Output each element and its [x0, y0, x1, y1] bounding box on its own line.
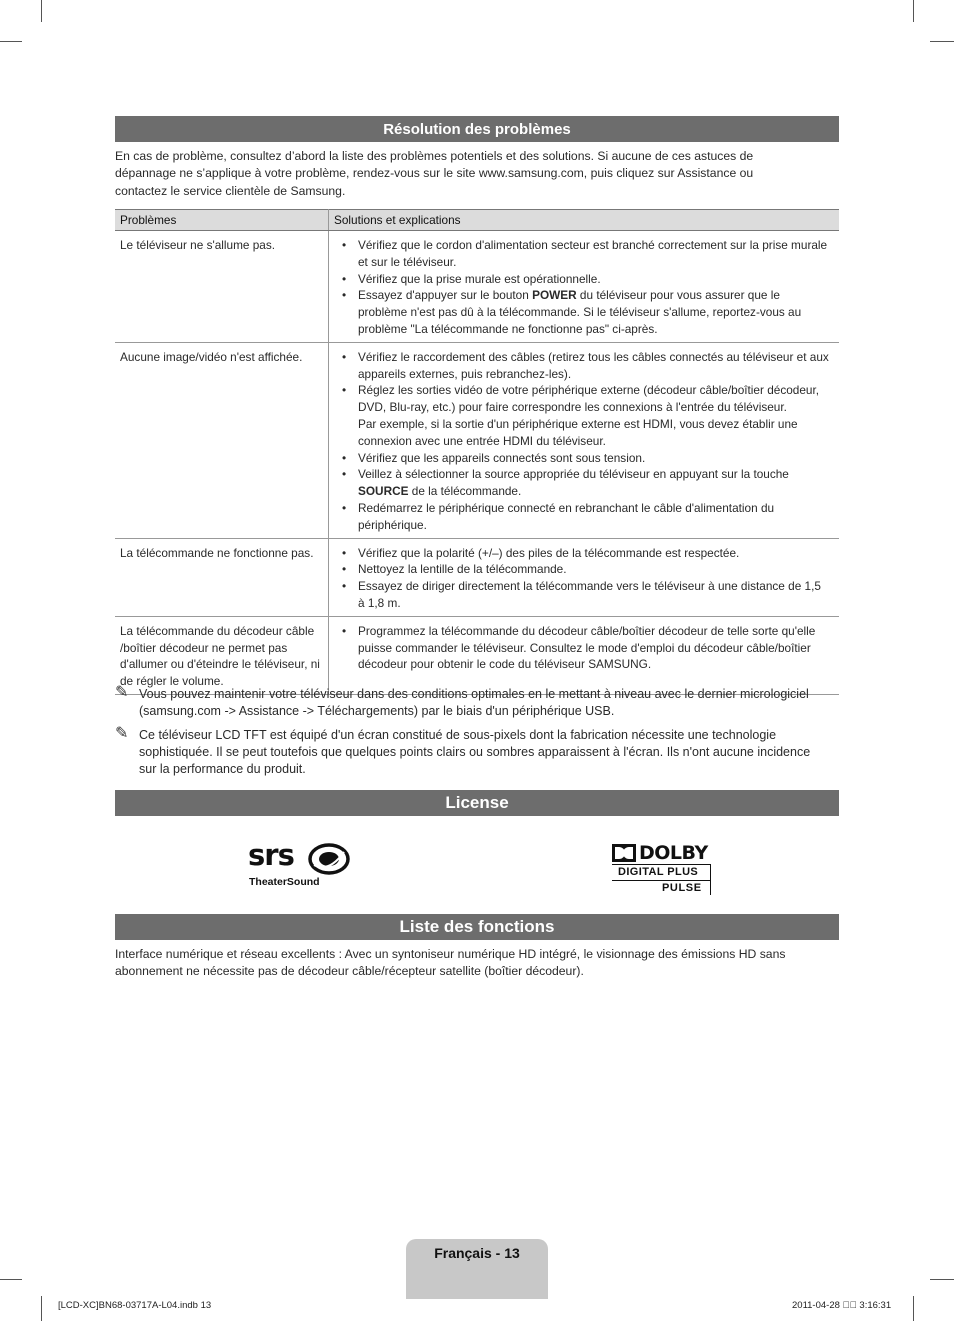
bullet-icon: •	[342, 450, 347, 465]
dolby-logo-text: DOLBY	[639, 842, 708, 864]
crop-mark	[41, 1296, 42, 1321]
section-header-troubleshooting	[115, 116, 839, 142]
bullet-icon: •	[342, 579, 347, 594]
intro-line: contactez le service clientèle de Samsung.	[115, 184, 346, 198]
crop-mark	[930, 1279, 954, 1280]
srs-logo-subtext: TheaterSound	[249, 876, 320, 888]
dolby-divider	[612, 864, 711, 865]
note-firmware	[115, 686, 815, 720]
problem-cell: La télécommande du décodeur câble /boîtier décodeur ne permet pas d'allumer ou d'éteindre le téléviseur, ni de régler le volume.	[115, 616, 329, 694]
crop-mark	[913, 1296, 914, 1321]
dolby-logo-line2: DIGITAL PLUS	[618, 866, 699, 878]
solution-item: • Veillez à sélectionner la source appropriée du téléviseur en appuyant sur la touche SOURCE de la télécommande.	[342, 467, 789, 499]
bullet-icon: •	[342, 562, 347, 577]
solution-item: • Essayez de diriger directement la télécommande vers le téléviseur à une distance de 1,5 à 1,8 m.	[342, 579, 821, 610]
pencil-note-icon: ✎	[115, 725, 129, 742]
intro-text	[115, 148, 815, 200]
section-header-license	[115, 790, 839, 816]
dolby-digital-plus-pulse-logo	[612, 843, 714, 897]
page-number: Français - 13	[434, 1245, 520, 1261]
solution-item: • Vérifiez que la prise murale est opérationnelle.	[342, 271, 601, 286]
solutions-cell	[329, 342, 840, 538]
intro-line: dépannage ne s’applique à votre problème, rendez-vous sur le site www.samsung.com, puis cliquez sur Assistance ou	[115, 166, 754, 180]
solution-item: • Vérifiez que les appareils connectés sont sous tension.	[342, 450, 646, 465]
solution-item: • Programmez la télécommande du décodeur câble/boîtier décodeur de telle sorte qu'elle puisse commander le téléviseur. Consultez le mode d'emploi du décodeur câble/boîtier décodeur pour obtenir le code du téléviseur SAMSUNG.	[342, 623, 816, 672]
bullet-icon: •	[342, 271, 347, 286]
dolby-side-bar	[710, 864, 711, 895]
bullet-icon: •	[342, 383, 347, 398]
table-header-row	[115, 210, 839, 231]
section-title: License	[445, 793, 509, 812]
srs-theatersound-logo	[248, 838, 352, 889]
table-row	[115, 538, 839, 616]
crop-mark	[0, 1279, 22, 1280]
note-lcd-pixels	[115, 727, 815, 778]
page-number-tab	[406, 1239, 548, 1299]
dolby-divider	[612, 880, 711, 881]
srs-logo-text: srs	[248, 838, 294, 872]
problem-cell: Le téléviseur ne s'allume pas.	[115, 231, 329, 343]
crop-mark	[913, 0, 914, 22]
solution-item: • Nettoyez la lentille de la télécommande.	[342, 562, 567, 577]
problem-cell: Aucune image/vidéo n'est affichée.	[115, 342, 329, 538]
note-text: Ce téléviseur LCD TFT est équipé d'un écran constitué de sous-pixels dont la fabrication nécessite une technologie sophistiquée. Il se peut toutefois que quelques points clairs ou sombres apparaissent à l'écran. Ils n'ont aucune incidence sur la performance du produit.	[139, 728, 811, 776]
solution-item: • Vérifiez le raccordement des câbles (retirez tous les câbles connectés au téléviseur et aux appareils externes, puis rebranchez-les).	[342, 349, 829, 381]
dolby-logo-line3: PULSE	[662, 882, 702, 894]
bullet-icon: •	[342, 349, 347, 364]
features-text: Interface numérique et réseau excellents : Avec un syntoniseur numérique HD intégré, le visionnage des émissions HD sans abonnement ne nécessite pas de décodeur câble/récepteur satellite (boîtier décodeur).	[115, 947, 786, 978]
bullet-icon: •	[342, 623, 347, 638]
print-slug-left: [LCD-XC]BN68-03717A-L04.indb 13	[58, 1300, 212, 1311]
table-row	[115, 231, 839, 343]
column-header-problems: Problèmes	[115, 210, 329, 231]
bullet-icon: •	[342, 545, 347, 560]
crop-mark	[41, 0, 42, 22]
section-header-features	[115, 914, 839, 940]
print-slug-right: 2011-04-28 ￿￿ 3:16:31	[792, 1300, 892, 1311]
problem-cell: La télécommande ne fonctionne pas.	[115, 538, 329, 616]
dolby-double-d-icon	[612, 844, 636, 862]
bullet-icon: •	[342, 288, 347, 303]
srs-circle-emblem-icon	[308, 843, 350, 875]
crop-mark	[0, 41, 22, 42]
intro-line: En cas de problème, consultez d’abord la liste des problèmes potentiels et des solutions. Si aucune de ces astuces de	[115, 149, 754, 163]
table-row	[115, 616, 839, 694]
solutions-cell	[329, 538, 840, 616]
section-title: Résolution des problèmes	[383, 120, 571, 138]
solutions-cell	[329, 616, 840, 694]
note-text: Vous pouvez maintenir votre téléviseur dans des conditions optimales en le mettant à niveau avec le dernier micrologiciel (samsung.com -> Assistance -> Téléchargements) par le biais d'un périphérique USB.	[139, 687, 809, 718]
solution-item: • Redémarrez le périphérique connecté en rebranchant le câble d'alimentation du périphérique.	[342, 500, 775, 532]
section-title: Liste des fonctions	[399, 917, 555, 936]
solution-item: • Vérifiez que la polarité (+/–) des piles de la télécommande est respectée.	[342, 545, 740, 560]
pencil-note-icon: ✎	[115, 684, 129, 701]
bullet-icon: •	[342, 500, 347, 515]
solution-item: • Vérifiez que le cordon d'alimentation secteur est branché correctement sur la prise murale et sur le téléviseur.	[342, 238, 828, 269]
solution-item: • Essayez d'appuyer sur le bouton POWER du téléviseur pour vous assurer que le problème n'est pas dû à la télécommande. Si le téléviseur s'allume, reportez-vous au problème "La télécommande ne fonctionne pas" ci-après.	[342, 288, 802, 336]
crop-mark	[930, 41, 954, 42]
solution-item: • Réglez les sorties vidéo de votre périphérique externe (décodeur câble/boîtier décodeur, DVD, Blu-ray, etc.) pour faire correspondre les connexions à l'entrée du téléviseur. Par exemple, si la sortie d'un périphérique externe est HDMI, vous devez établir une connexion avec une entrée HDMI du téléviseur.	[342, 383, 820, 448]
bullet-icon: •	[342, 467, 347, 482]
troubleshooting-table	[115, 209, 839, 695]
table-row	[115, 342, 839, 538]
solutions-cell	[329, 231, 840, 343]
bullet-icon: •	[342, 238, 347, 252]
column-header-solutions: Solutions et explications	[329, 210, 840, 231]
